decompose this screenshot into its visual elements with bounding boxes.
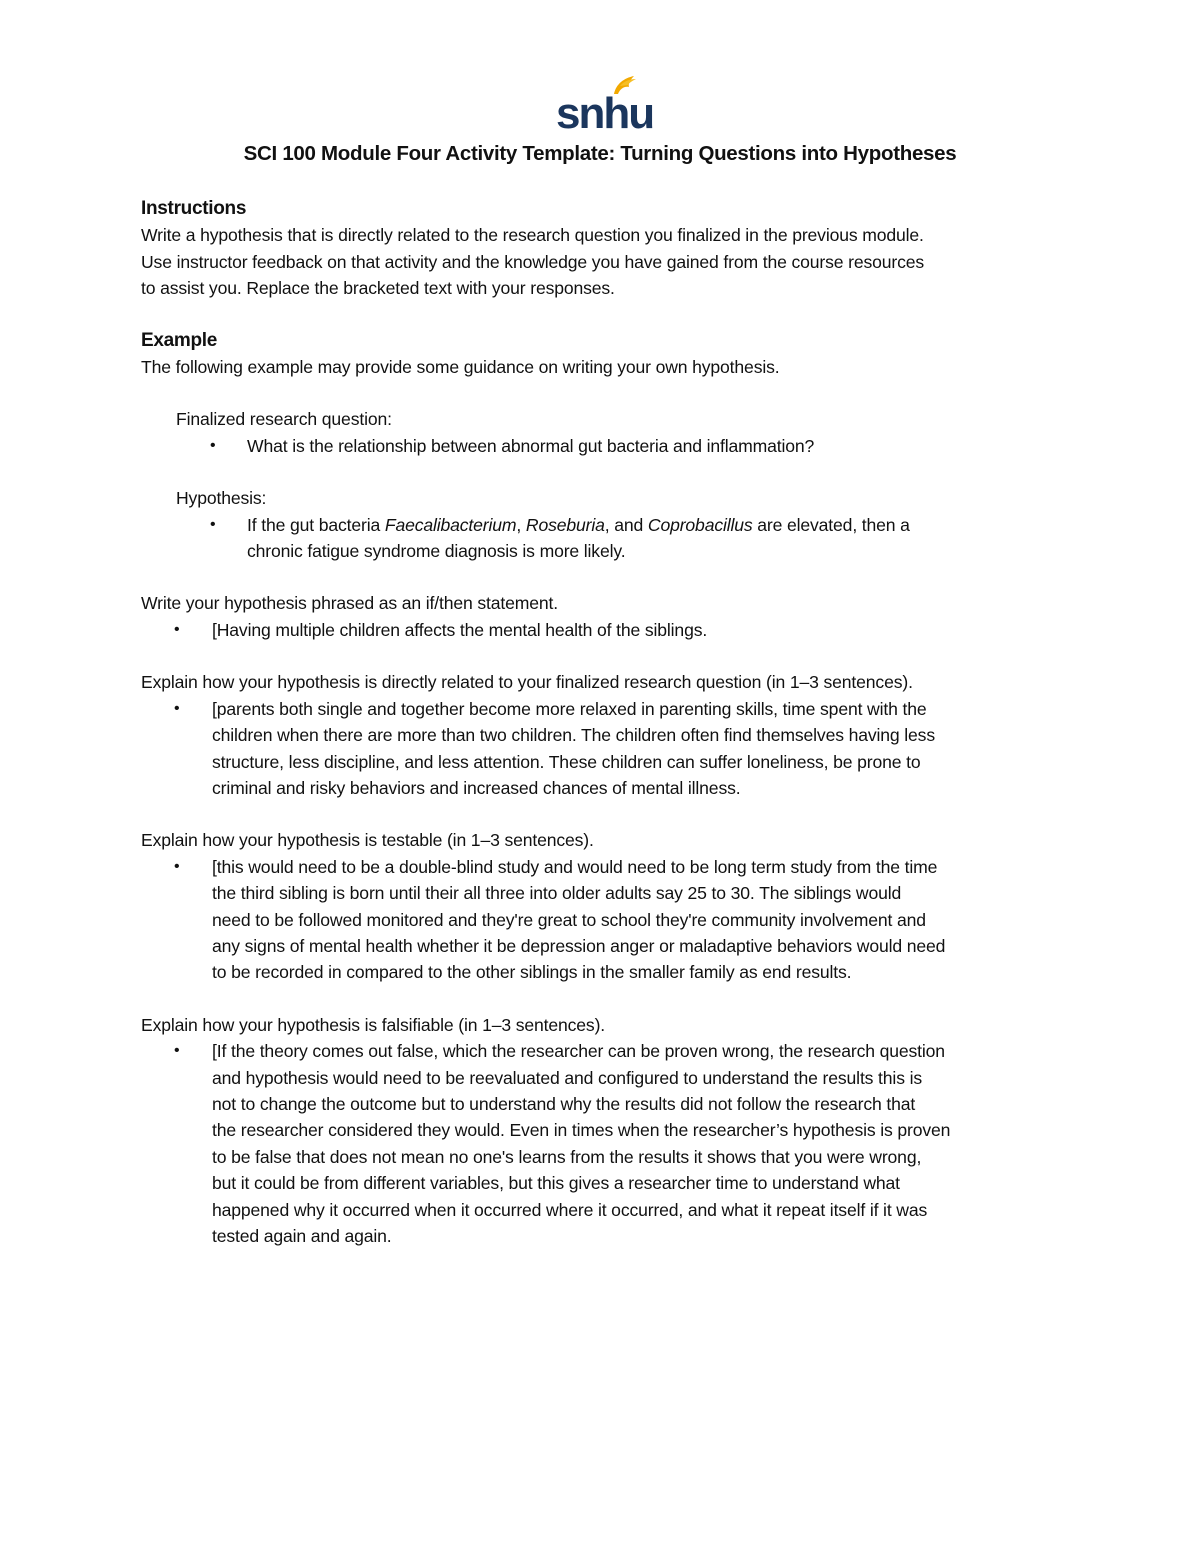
- list-item: [141, 512, 1071, 565]
- answer-text: [parents both single and together become more relaxed in parenting skills, time spent with the children when there are more than two children. The children often find themselves having less structure, less discipline, and less attention. These children can suffer loneliness, be prone to criminal and risky behaviors and increased chances of mental illness.: [212, 698, 935, 798]
- instructions-line: Use instructor feedback on that activity and the knowledge you have gained from the course resources: [141, 251, 925, 272]
- answer-list: [141, 617, 1071, 643]
- answer-text: [Having multiple children affects the mental health of the siblings.: [212, 619, 708, 640]
- example-hypothesis: If the gut bacteria Faecalibacterium, Roseburia, and Coprobacillus are elevated, then a chronic fatigue syndrome diagnosis is more likely.: [247, 514, 910, 562]
- section-prompt: Explain how your hypothesis is directly related to your finalized research question (in 1–3 sentences).: [141, 672, 913, 693]
- bacteria-name: Coprobacillus: [647, 514, 753, 535]
- bacteria-name: Faecalibacterium: [384, 514, 517, 535]
- bullet-icon: •: [174, 1042, 180, 1060]
- document-body: [141, 196, 1071, 1249]
- bullet-icon: •: [174, 699, 180, 717]
- answer-text: [If the theory comes out false, which the researcher can be proven wrong, the research question and hypothesis would need to be reevaluated and configured to understand the results this is not to change the outcome but to understand why the results did not follow the research that the researcher considered they would. Even in times when the researcher’s hypothesis is proven to be false that does not mean no one's learns from the results it shows that you were wrong, but it could be from different variables, but this gives a researcher time to understand what happened why it occurred when it occurred where it occurred, and what it repeat itself if it was tested again and again.: [212, 1041, 951, 1246]
- document-title: SCI 100 Module Four Activity Template: Turning Questions into Hypotheses: [243, 142, 957, 165]
- snhu-logo: [554, 72, 654, 138]
- example-intro: The following example may provide some guidance on writing your own hypothesis.: [141, 357, 780, 378]
- section-prompt: Explain how your hypothesis is falsifiable (in 1–3 sentences).: [141, 1014, 606, 1035]
- answer-item: [141, 1038, 1071, 1249]
- answer-text: [this would need to be a double-blind study and would need to be long term study from the time the third sibling is born until their all three into older adults say 25 to 30. The siblings would need to be followed monitored and they're great to school they're community involvement and any signs of mental health whether it be depression anger or maladaptive behaviors would need to be recorded in compared to the other siblings in the smaller family as end results.: [212, 856, 946, 983]
- instructions-line: Write a hypothesis that is directly related to the research question you finalized in the previous module.: [141, 225, 924, 246]
- bullet-icon: •: [174, 857, 180, 875]
- answer-item: [141, 854, 1071, 986]
- answer-list: [141, 854, 1071, 986]
- bullet-icon: •: [174, 620, 180, 638]
- instructions-line: to assist you. Replace the bracketed text with your responses.: [141, 278, 615, 299]
- section-prompt: Write your hypothesis phrased as an if/then statement.: [141, 593, 558, 614]
- bullet-icon: •: [210, 515, 216, 533]
- answer-list: [141, 696, 1071, 802]
- list-item: [141, 433, 1071, 459]
- example-heading: Example: [141, 329, 218, 351]
- bullet-icon: •: [210, 436, 216, 454]
- example-question-list: [141, 433, 1071, 459]
- answer-item: [141, 696, 1071, 802]
- answer-item: [141, 617, 1071, 643]
- bacteria-name: Roseburia: [525, 514, 605, 535]
- answer-list: [141, 1038, 1071, 1249]
- example-question: What is the relationship between abnormal gut bacteria and inflammation?: [247, 435, 815, 456]
- svg-text:snhu: snhu: [556, 89, 654, 138]
- example-hypothesis-label: Hypothesis:: [176, 488, 267, 509]
- instructions-heading: Instructions: [141, 198, 247, 219]
- example-hypothesis-list: [141, 512, 1071, 565]
- section-prompt: Explain how your hypothesis is testable (in 1–3 sentences).: [141, 830, 594, 851]
- example-question-label: Finalized research question:: [176, 409, 392, 430]
